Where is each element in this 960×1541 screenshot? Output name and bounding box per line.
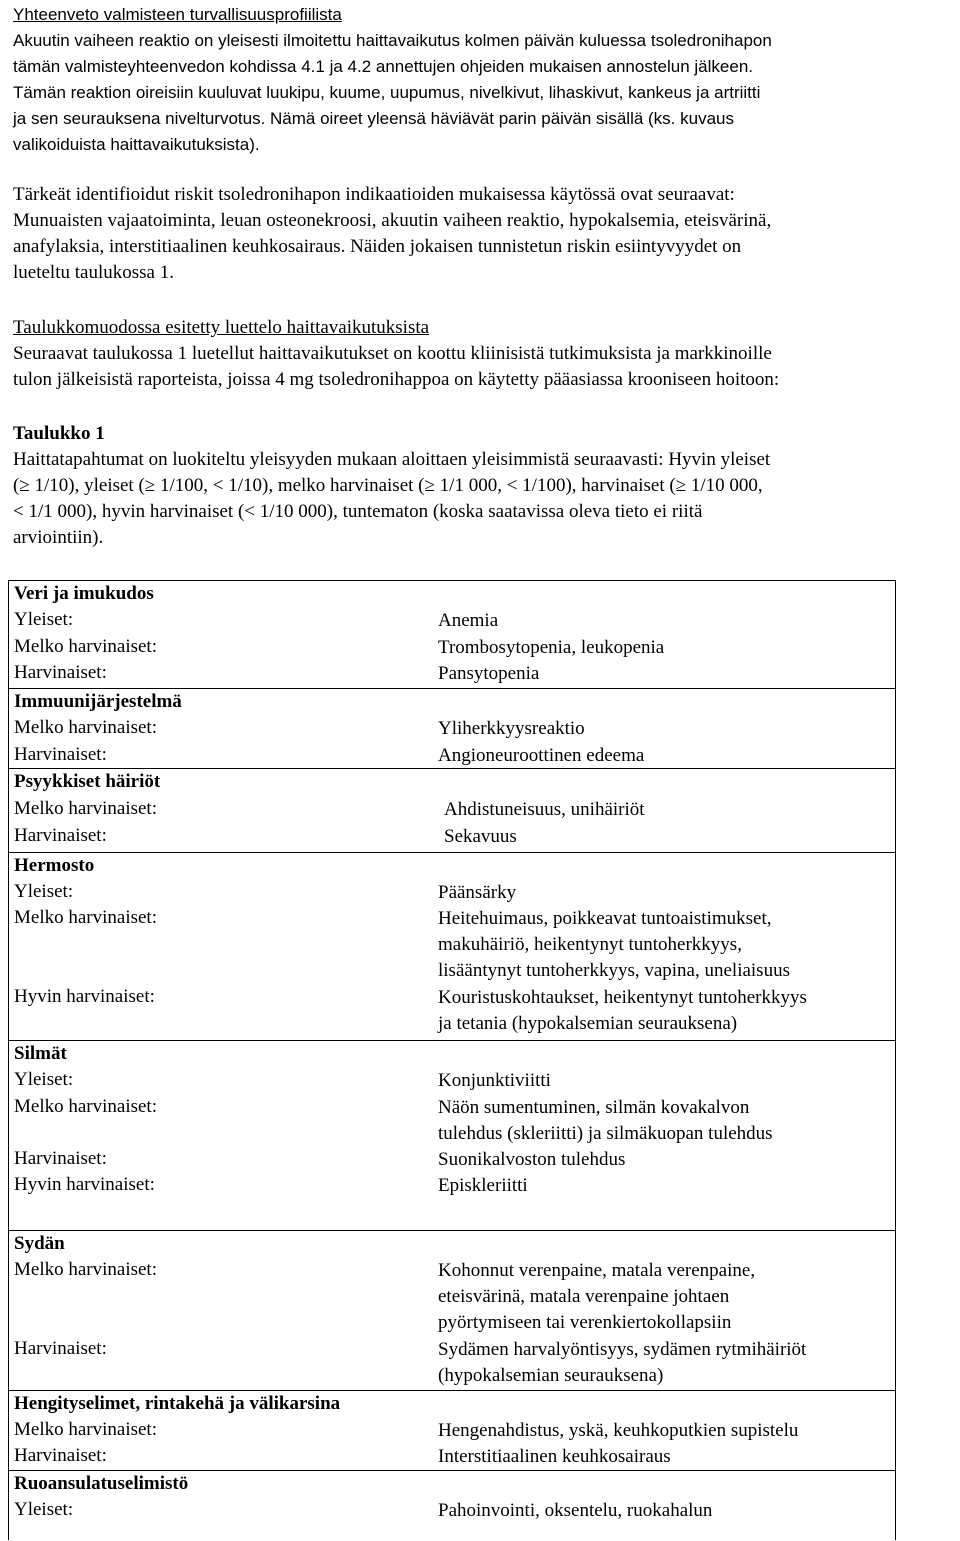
frequency-label: Melko harvinaiset:	[14, 907, 157, 928]
section-title: Ruoansulatuselimistö	[14, 1473, 189, 1494]
reaction-value	[438, 1258, 888, 1336]
frequency-label: Melko harvinaiset:	[14, 717, 157, 738]
value-line: Angioneuroottinen edeema	[438, 745, 645, 766]
value-line: Heitehuimaus, poikkeavat tuntoaistimukset,	[438, 908, 772, 929]
text-line: tulon jälkeisistä raporteista, joissa 4 mg tsoledronihappoa on käytetty pääasiassa krooniseen hoitoon:	[13, 369, 780, 390]
value-line: Päänsärky	[438, 882, 517, 903]
frequency-label: Harvinaiset:	[14, 825, 107, 846]
value-line: makuhäiriö, heikentynyt tuntoherkkyys,	[438, 934, 742, 955]
table-section-cardiac	[9, 1231, 895, 1391]
reaction-value	[438, 635, 888, 661]
text-line: tämän valmisteyhteenvedon kohdissa 4.1 ja 4.2 annettujen ohjeiden mukaisen annostelun jälkeen.	[13, 57, 753, 76]
reaction-value	[438, 716, 888, 742]
value-line: Yliherkkyysreaktio	[438, 718, 585, 739]
table-section-respiratory	[9, 1391, 895, 1471]
text-line: Munuaisten vajaatoiminta, leuan osteonekroosi, akuutin vaiheen reaktio, hypokalsemia, eteisvärinä,	[13, 210, 772, 231]
value-line: Trombosytopenia, leukopenia	[438, 637, 665, 658]
frequency-label: Hyvin harvinaiset:	[14, 1174, 155, 1195]
value-line: Konjunktiviitti	[438, 1070, 551, 1091]
frequency-label: Melko harvinaiset:	[14, 1419, 157, 1440]
text-line: Tämän reaktion oireisiin kuuluvat luukipu, kuume, uupumus, nivelkivut, lihaskivut, kankeus ja artriitti	[13, 83, 761, 102]
reaction-value	[438, 608, 888, 634]
value-line: Sekavuus	[444, 826, 517, 847]
tabulated-list-section	[13, 315, 948, 393]
reaction-value	[438, 1337, 888, 1389]
text-line: < 1/1 000), hyvin harvinaiset (< 1/10 000), tuntematon (koska saatavissa oleva tieto ei riitä	[13, 501, 703, 522]
table-section-gastrointestinal	[9, 1471, 895, 1541]
table-1-intro	[13, 421, 948, 551]
section-title: Hengityselimet, rintakehä ja välikarsina	[14, 1393, 341, 1414]
reaction-value	[438, 743, 888, 769]
frequency-label: Harvinaiset:	[14, 744, 107, 765]
reaction-value	[438, 1147, 888, 1173]
section-title: Veri ja imukudos	[14, 583, 154, 604]
reaction-value	[438, 880, 888, 906]
section-title: Immuunijärjestelmä	[14, 691, 182, 712]
value-line: Anemia	[438, 610, 499, 631]
text-line: anafylaksia, interstitiaalinen keuhkosairaus. Näiden jokaisen tunnistetun riskin esiintyvyydet on	[13, 236, 742, 257]
value-line: Episkleriitti	[438, 1175, 528, 1196]
value-line: Ahdistuneisuus, unihäiriöt	[444, 799, 645, 820]
value-line: Sydämen harvalyöntisyys, sydämen rytmihäiriöt	[438, 1339, 807, 1360]
safety-paragraph-1	[13, 28, 948, 158]
frequency-label: Harvinaiset:	[14, 1338, 107, 1359]
reaction-value	[438, 1418, 888, 1444]
value-line: Pahoinvointi, oksentelu, ruokahalun	[438, 1500, 713, 1521]
frequency-label: Yleiset:	[14, 609, 74, 630]
reaction-value	[438, 985, 888, 1037]
table-title: Taulukko 1	[13, 423, 105, 444]
value-line: eteisvärinä, matala verenpaine johtaen	[438, 1286, 730, 1307]
reaction-value	[438, 1095, 888, 1147]
section-title: Sydän	[14, 1233, 65, 1254]
frequency-label: Harvinaiset:	[14, 1445, 107, 1466]
frequency-label: Yleiset:	[14, 1499, 74, 1520]
table-section-nervous	[9, 853, 895, 1041]
value-line: (hypokalsemian seurauksena)	[438, 1365, 664, 1386]
frequency-label: Melko harvinaiset:	[14, 1259, 157, 1280]
text-line: ja sen seurauksena nivelturvotus. Nämä oireet yleensä häviävät parin päivän sisällä (ks. kuvaus	[13, 109, 734, 128]
reaction-value	[438, 1173, 888, 1199]
adverse-reactions-table	[8, 580, 896, 1540]
value-line: Kohonnut verenpaine, matala verenpaine,	[438, 1260, 756, 1281]
frequency-label: Yleiset:	[14, 1069, 74, 1090]
table-section-immune	[9, 689, 895, 769]
safety-profile-heading: Yhteenveto valmisteen turvallisuusprofiilista	[13, 5, 342, 24]
reaction-value	[438, 1068, 888, 1094]
reaction-value	[444, 824, 894, 850]
reaction-value	[438, 1444, 888, 1470]
table-section-blood	[9, 581, 895, 689]
table-section-eye	[9, 1041, 895, 1231]
section-title: Psyykkiset häiriöt	[14, 771, 161, 792]
text-line: arviointiin).	[13, 527, 104, 548]
text-line: Tärkeät identifioidut riskit tsoledronihapon indikaatioiden mukaisessa käytössä ovat seuraavat:	[13, 184, 735, 205]
value-line: Kouristuskohtaukset, heikentynyt tuntoherkkyys	[438, 987, 807, 1008]
frequency-label: Melko harvinaiset:	[14, 636, 157, 657]
text-line: lueteltu taulukossa 1.	[13, 262, 174, 283]
reaction-value	[438, 1498, 888, 1524]
frequency-label: Harvinaiset:	[14, 662, 107, 683]
reaction-value	[438, 661, 888, 687]
value-line: Suonikalvoston tulehdus	[438, 1149, 626, 1170]
value-line: Interstitiaalinen keuhkosairaus	[438, 1446, 671, 1467]
value-line: pyörtymiseen tai verenkiertokollapsiin	[438, 1312, 732, 1333]
section-title: Hermosto	[14, 855, 95, 876]
value-line: Pansytopenia	[438, 663, 540, 684]
safety-profile-section	[13, 2, 948, 158]
reaction-value	[438, 906, 888, 984]
frequency-label: Melko harvinaiset:	[14, 798, 157, 819]
frequency-label: Yleiset:	[14, 881, 74, 902]
value-line: Näön sumentuminen, silmän kovakalvon	[438, 1097, 750, 1118]
frequency-label: Hyvin harvinaiset:	[14, 986, 155, 1007]
table-section-psychiatric	[9, 769, 895, 853]
frequency-label: Melko harvinaiset:	[14, 1096, 157, 1117]
text-line: valikoiduista haittavaikutuksista).	[13, 135, 260, 154]
reaction-value	[444, 797, 894, 823]
section-title: Silmät	[14, 1043, 67, 1064]
value-line: lisääntynyt tuntoherkkyys, vapina, uneliaisuus	[438, 960, 790, 981]
value-line: Hengenahdistus, yskä, keuhkoputkien supistelu	[438, 1420, 799, 1441]
tabulated-list-heading: Taulukkomuodossa esitetty luettelo haittavaikutuksista	[13, 317, 430, 338]
frequency-label: Harvinaiset:	[14, 1148, 107, 1169]
text-line: Akuutin vaiheen reaktio on yleisesti ilmoitettu haittavaikutus kolmen päivän kuluessa tsoledronihapon	[13, 31, 772, 50]
text-line: Seuraavat taulukossa 1 luetellut haittavaikutukset on koottu kliinisistä tutkimuksista ja markkinoille	[13, 343, 772, 364]
value-line: ja tetania (hypokalsemian seurauksena)	[438, 1013, 738, 1034]
value-line: tulehdus (skleriitti) ja silmäkuopan tulehdus	[438, 1123, 773, 1144]
text-line: (≥ 1/10), yleiset (≥ 1/100, < 1/10), melko harvinaiset (≥ 1/1 000, < 1/100), harvinaiset (≥ 1/10 000,	[13, 475, 763, 496]
text-line: Haittatapahtumat on luokiteltu yleisyyden mukaan aloittaen yleisimmistä seuraavasti: Hyvin yleiset	[13, 449, 771, 470]
identified-risks-paragraph	[13, 182, 948, 286]
